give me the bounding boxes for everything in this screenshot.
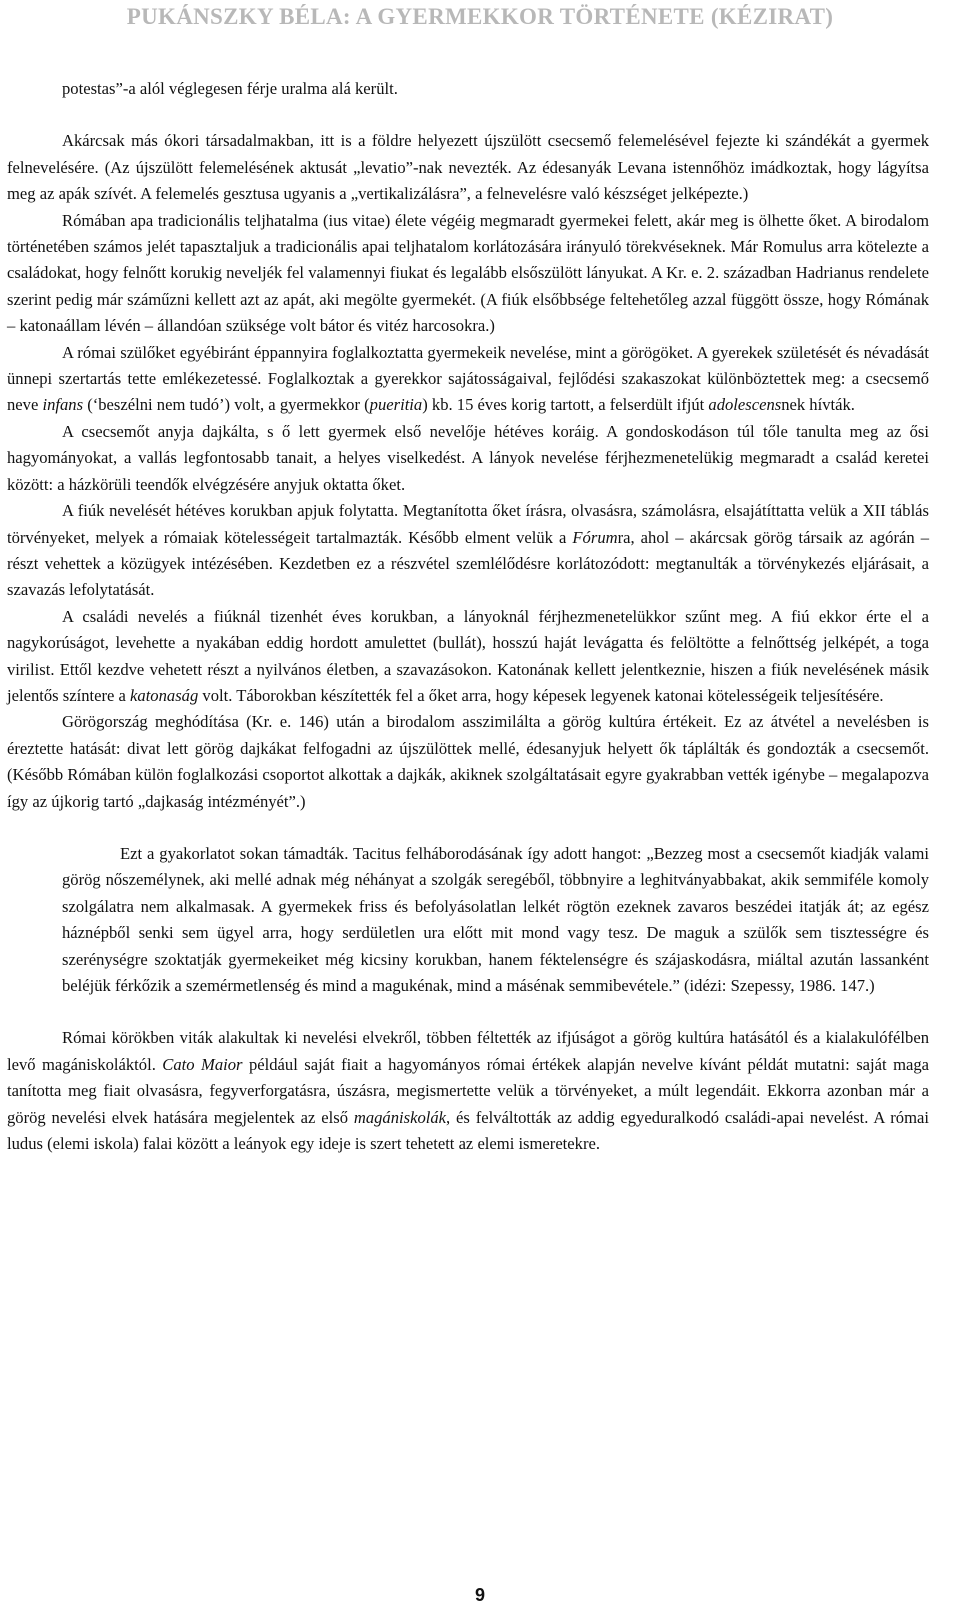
paragraph-adulthood xyxy=(7,604,929,710)
term-cato-maior: Cato Maior xyxy=(162,1054,243,1074)
text-segment: például saját fiait a hagyományos római értékek alapján nevelve kívánt példát mutatni: saját maga tanította meg fiait olvasásra, fegyverforgatásra, úszásra, megismertette velük a törvényeket, a múlt legendáit. Ekkorra azonban már a görög nevelési elvek hatására megjelentek az első xyxy=(7,1054,930,1127)
term-infans: infans xyxy=(42,395,84,415)
term-forum: Fórum xyxy=(572,527,618,547)
text-segment: volt. Táborokban készítették fel a őket arra, hogy képesek legyenek katonai kötelességeik teljesítésére. xyxy=(198,685,884,705)
text-segment: (‘beszélni nem tudó’) volt, a gyermekkor ( xyxy=(83,395,370,415)
text-segment: ra, ahol – akárcsak görög társaik az agórán – részt vehettek a közügyek intézésében. Kezdetben ez a részvétel szemlélődésre korlátozódott: megtanulták a törvénykezés eljárásait, a szavazás lefolytatását. xyxy=(7,527,930,600)
text-segment: Római körökben viták alakultak ki nevelési elvekről, többen féltették az ifjúságot a görög kultúra hatásától és a kialakulófélben levő magániskoláktól. xyxy=(7,1028,929,1074)
block-quote-tacitus: Ezt a gyakorlatot sokan támadták. Tacitus felháborodásának így adott hangot: „Bezzeg most a csecsemőt kiadják valami görög nőszemélynek, aki mellé adnak még néhányat a szolgák seregéből, többnyire a leghitványabbakat, akik semmiféle komoly szolgálatra nem alkalmasak. A gyermekek friss és befolyásolatlan lelkét rögtön ezeknek zavaros beszédei itatják át; az egész háznépből senki sem ügyel arra, hogy serdületlen ura előtt mit mond vagy tesz. De maguk a szülők sem tisztességre és szerénységre szoktatják gyermekeiket még kicsiny korukban, hanem féktelenségre és szájaskodásra, miáltal azután lassanként beléjük férkőzik a szemérmetlenség és mind a magukénak, mind a másénak semmibevétele.” (idézi: Szepessy, 1986. 147.) xyxy=(62,843,929,995)
term-maganiskolak: magániskolák xyxy=(353,1107,447,1127)
paragraph-father xyxy=(7,498,929,604)
text-segment: , és felváltották az addig egyeduralkodó családi-apai nevelést. A római ludus (elemi iskola) falai között a leányok egy ideje is szert tehetett az elemi ismeretekre. xyxy=(7,1107,929,1154)
text-segment: A római szülőket egyébiránt éppannyira foglalkoztatta gyermekeik nevelése, mint a görögöket. A gyerekek születését és névadását ünnepi szertartás tette emlékezetessé. Foglalkoztak a gyerekkor sajátosságaival, fejlődési szakaszokat különböztettek meg: a csecsemő neve xyxy=(7,342,929,415)
paragraph-greek-influence: Görögország meghódítása (Kr. e. 146) után a birodalom asszimilálta a görög kultúra értékeit. Ez az átvétel a nevelésben is éreztette hatását: divat lett görög dajkákat felfogadni az újszülöttek mellé, édesanyjuk helyett ők táplálták és gondozták a csecsemőt. (Később Rómában külön foglalkozási csoportot alkottak a dajkák, akiknek szolgáltatásait egyre gyakrabban vették igénybe – megalapozva így az újkorig tartó „dajkaság intézményét”.) xyxy=(7,712,929,811)
term-adolescens: adolescens xyxy=(708,395,782,415)
paragraph-debates xyxy=(7,1025,929,1157)
text-segment: A családi nevelés a fiúknál tizenhét éves korukban, a lányoknál férjhezmenetelükkor szűnt meg. A fiú ekkor érte el a nagykorúságot, levehette a nyakában eddig hordott amulettet (bullát), hosszú haját levágatta és felöltötte a felnőttség jelképét, a toga virilist. Ettől kezdve vehetett részt a nyilvános életben, a szavazásokon. Katonának kellett jelentkeznie, hiszen a fiúk nevelésének másik jelentős színtere a xyxy=(7,606,929,705)
document-body xyxy=(7,76,929,1157)
paragraph-mother: A csecsemőt anyja dajkálta, s ő lett gyermek első nevelője hétéves koráig. A gondoskodáson túl tőle tanulta meg az ősi hagyományokat, a vallás legfontosabb tanait, a helyes viselkedést. A lányok nevelése férjhezmenetelükig megmaradt a család keretei között: a házkörüli teendők elvégzésére anyjuk oktatta őket. xyxy=(7,421,929,494)
paragraph-continuation: potestas”-a alól véglegesen férje uralma alá került. xyxy=(62,79,398,98)
text-segment: nek hívták. xyxy=(781,395,855,415)
paragraph-stages xyxy=(7,340,929,419)
text-segment: A fiúk nevelését hétéves korukban apjuk folytatta. Megtanította őket írásra, olvasásra, számolásra, elsajátíttatta velük a XII táblás törvényeket, melyek a rómaiak kötelességeit tartalmazták. Később elment velük a xyxy=(7,501,929,547)
text-segment: ) kb. 15 éves korig tartott, a felserdült ifjút xyxy=(422,395,709,415)
page-header: PUKÁNSZKY BÉLA: A GYERMEKKOR TÖRTÉNETE (KÉZIRAT) xyxy=(126,4,834,29)
paragraph-ius-vitae: Rómában apa tradicionális teljhatalma (ius vitae) élete végéig megmaradt gyermekei felett, akár meg is ölhette őket. A birodalom történetében számos jelét tapasztaljuk a tradicionális apai teljhatalom korlátozására irányuló törekvéseknek. Már Romulus arra kötelezte a családokat, hogy felnőtt korukig neveljék fel valamennyi fiukat és legalább elsőszülött lányukat. A Kr. e. 2. században Hadrianus rendelete szerint pedig már száműzni kellett azt az apát, aki megölte gyermekét. (A fiúk elsőbbsége feltehetőleg azzal függött össze, hogy Rómának – katonaállam lévén – állandóan szüksége volt bátor és vitéz harcosokra.) xyxy=(7,210,929,336)
term-pueritia: pueritia xyxy=(369,395,423,415)
term-katonasag: katonaság xyxy=(130,685,199,705)
page-number: 9 xyxy=(474,1585,485,1605)
paragraph-levatio: Akárcsak más ókori társadalmakban, itt is a földre helyezett újszülött csecsemő felemelésével fejezte ki szándékát a gyermek felnevelésére. (Az újszülött felemelésének aktusát „levatio”-nak nevezték. Az édesanyák Levana istennőhöz imádkoztak, hogy lágyítsa meg az apák szívét. A felemelés gesztusa ugyanis a „vertikalizálásra”, a felnevelésre való készséget jelképezte.) xyxy=(7,131,929,204)
